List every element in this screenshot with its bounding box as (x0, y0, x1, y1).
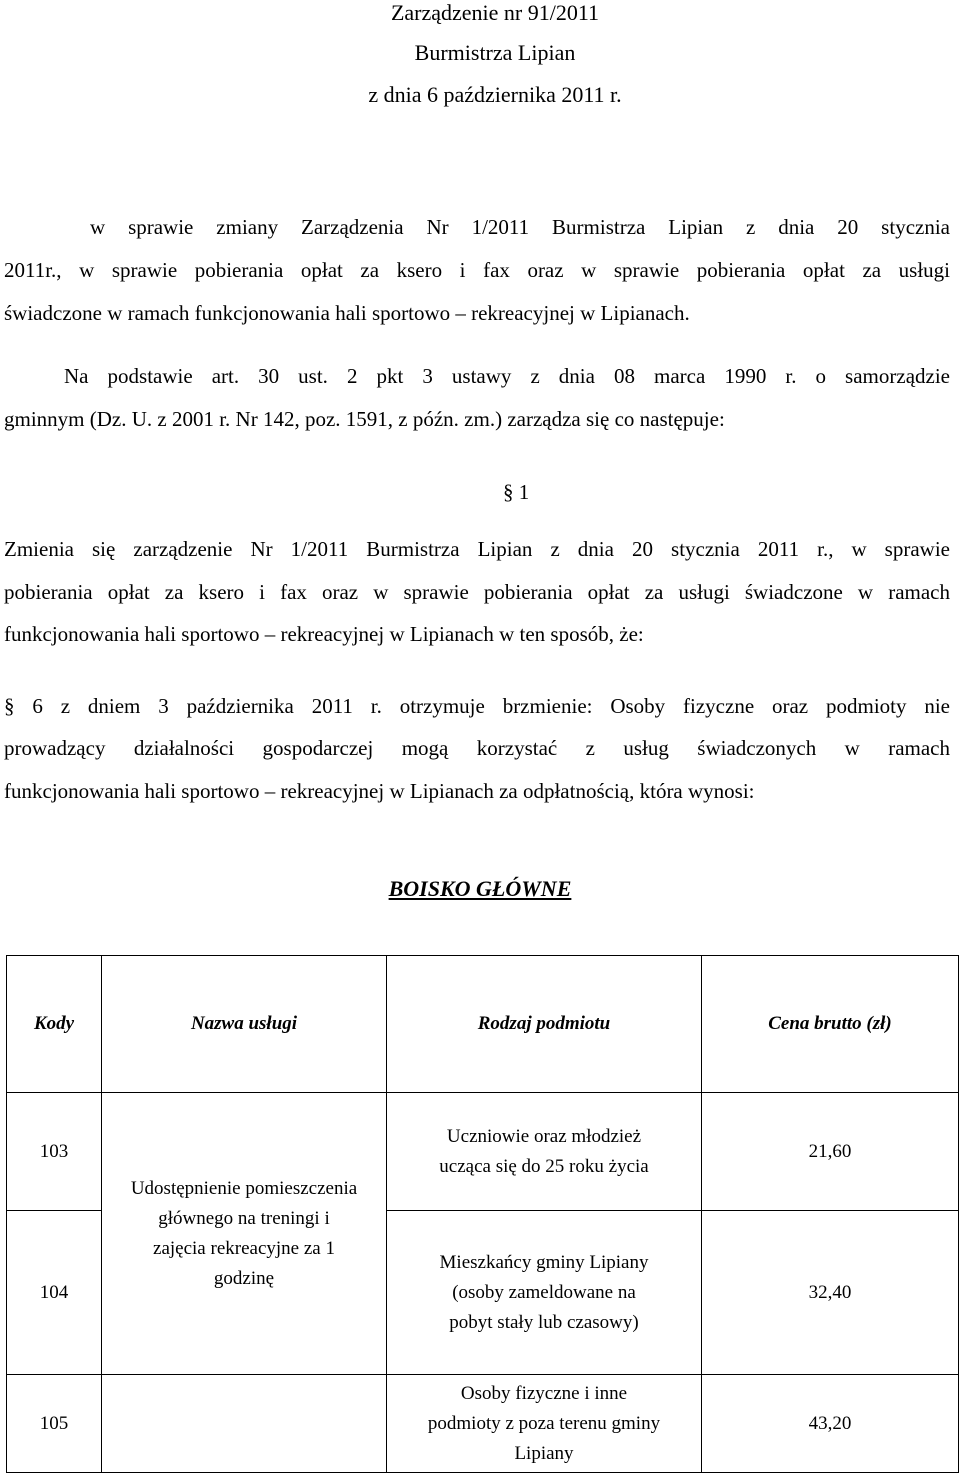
subject-line-3: świadczone w ramach funkcjonowania hali sportowo – rekreacyjnej w Lipianach. (4, 301, 690, 325)
table-header-row (7, 956, 959, 1093)
document-date: z dnia 6 października 2011 r. (368, 82, 622, 107)
section-symbol: § (503, 480, 514, 504)
document-title: Zarządzenie nr 91/2011 (390, 0, 600, 25)
code-cell: 103 (7, 1093, 102, 1211)
price-cell: 43,20 (702, 1375, 959, 1473)
para2-line-3: funkcjonowania hali sportowo – rekreacyjnej w Lipianach za odpłatnością, która wynosi: (4, 779, 755, 803)
para1-line-2: pobierania opłat za ksero i fax oraz w sprawie pobierania opłat za usługi świadczone w ramach (4, 580, 950, 604)
table-row (7, 1375, 959, 1473)
code-cell: 105 (7, 1375, 102, 1473)
table-title: BOISKO GŁÓWNE (388, 876, 572, 901)
basis-line-1: Na podstawie art. 30 ust. 2 pkt 3 ustawy z dnia 08 marca 1990 r. o samorządzie (64, 364, 950, 388)
para1-line-3: funkcjonowania hali sportowo – rekreacyjnej w Lipianach w ten sposób, że: (4, 622, 644, 646)
section-heading (503, 480, 529, 505)
section-number: 1 (518, 480, 530, 504)
basis-line-2: gminnym (Dz. U. z 2001 r. Nr 142, poz. 1591, z późn. zm.) zarządza się co następuje: (4, 407, 725, 431)
code-cell: 104 (7, 1211, 102, 1375)
entity-cell: Mieszkańcy gminy Lipiany (osoby zameldowane na pobyt stały lub czasowy) (387, 1211, 702, 1375)
header-entity-type: Rodzaj podmiotu (387, 956, 702, 1093)
para2-line-2: prowadzący działalności gospodarczej mogą korzystać z usług świadczonych w ramach (4, 736, 950, 760)
entity-cell: Osoby fizyczne i inne podmioty z poza terenu gminy Lipiany (387, 1375, 702, 1473)
price-cell: 21,60 (702, 1093, 959, 1211)
header-gross-price: Cena brutto (zł) (702, 956, 959, 1093)
para1-line-1: Zmienia się zarządzenie Nr 1/2011 Burmistrza Lipian z dnia 20 stycznia 2011 r., w sprawie (4, 537, 950, 561)
fee-table (6, 955, 959, 1473)
para2-line-1: § 6 z dniem 3 października 2011 r. otrzymuje brzmienie: Osoby fizyczne oraz podmioty nie (4, 694, 950, 718)
price-cell: 32,40 (702, 1211, 959, 1375)
table-row (7, 1093, 959, 1211)
subject-line-2: 2011r., w sprawie pobierania opłat za ksero i fax oraz w sprawie pobierania opłat za usługi (4, 258, 950, 282)
entity-cell: Uczniowie oraz młodzież ucząca się do 25 roku życia (387, 1093, 702, 1211)
header-service-name: Nazwa usługi (102, 956, 387, 1093)
empty-cell (102, 1375, 387, 1473)
subject-line-1: w sprawie zmiany Zarządzenia Nr 1/2011 Burmistrza Lipian z dnia 20 stycznia (90, 215, 950, 239)
issuer: Burmistrza Lipian (414, 40, 576, 65)
service-name-cell: Udostępnienie pomieszczenia głównego na treningi i zajęcia rekreacyjne za 1 godzinę (102, 1093, 387, 1375)
header-codes: Kody (7, 956, 102, 1093)
